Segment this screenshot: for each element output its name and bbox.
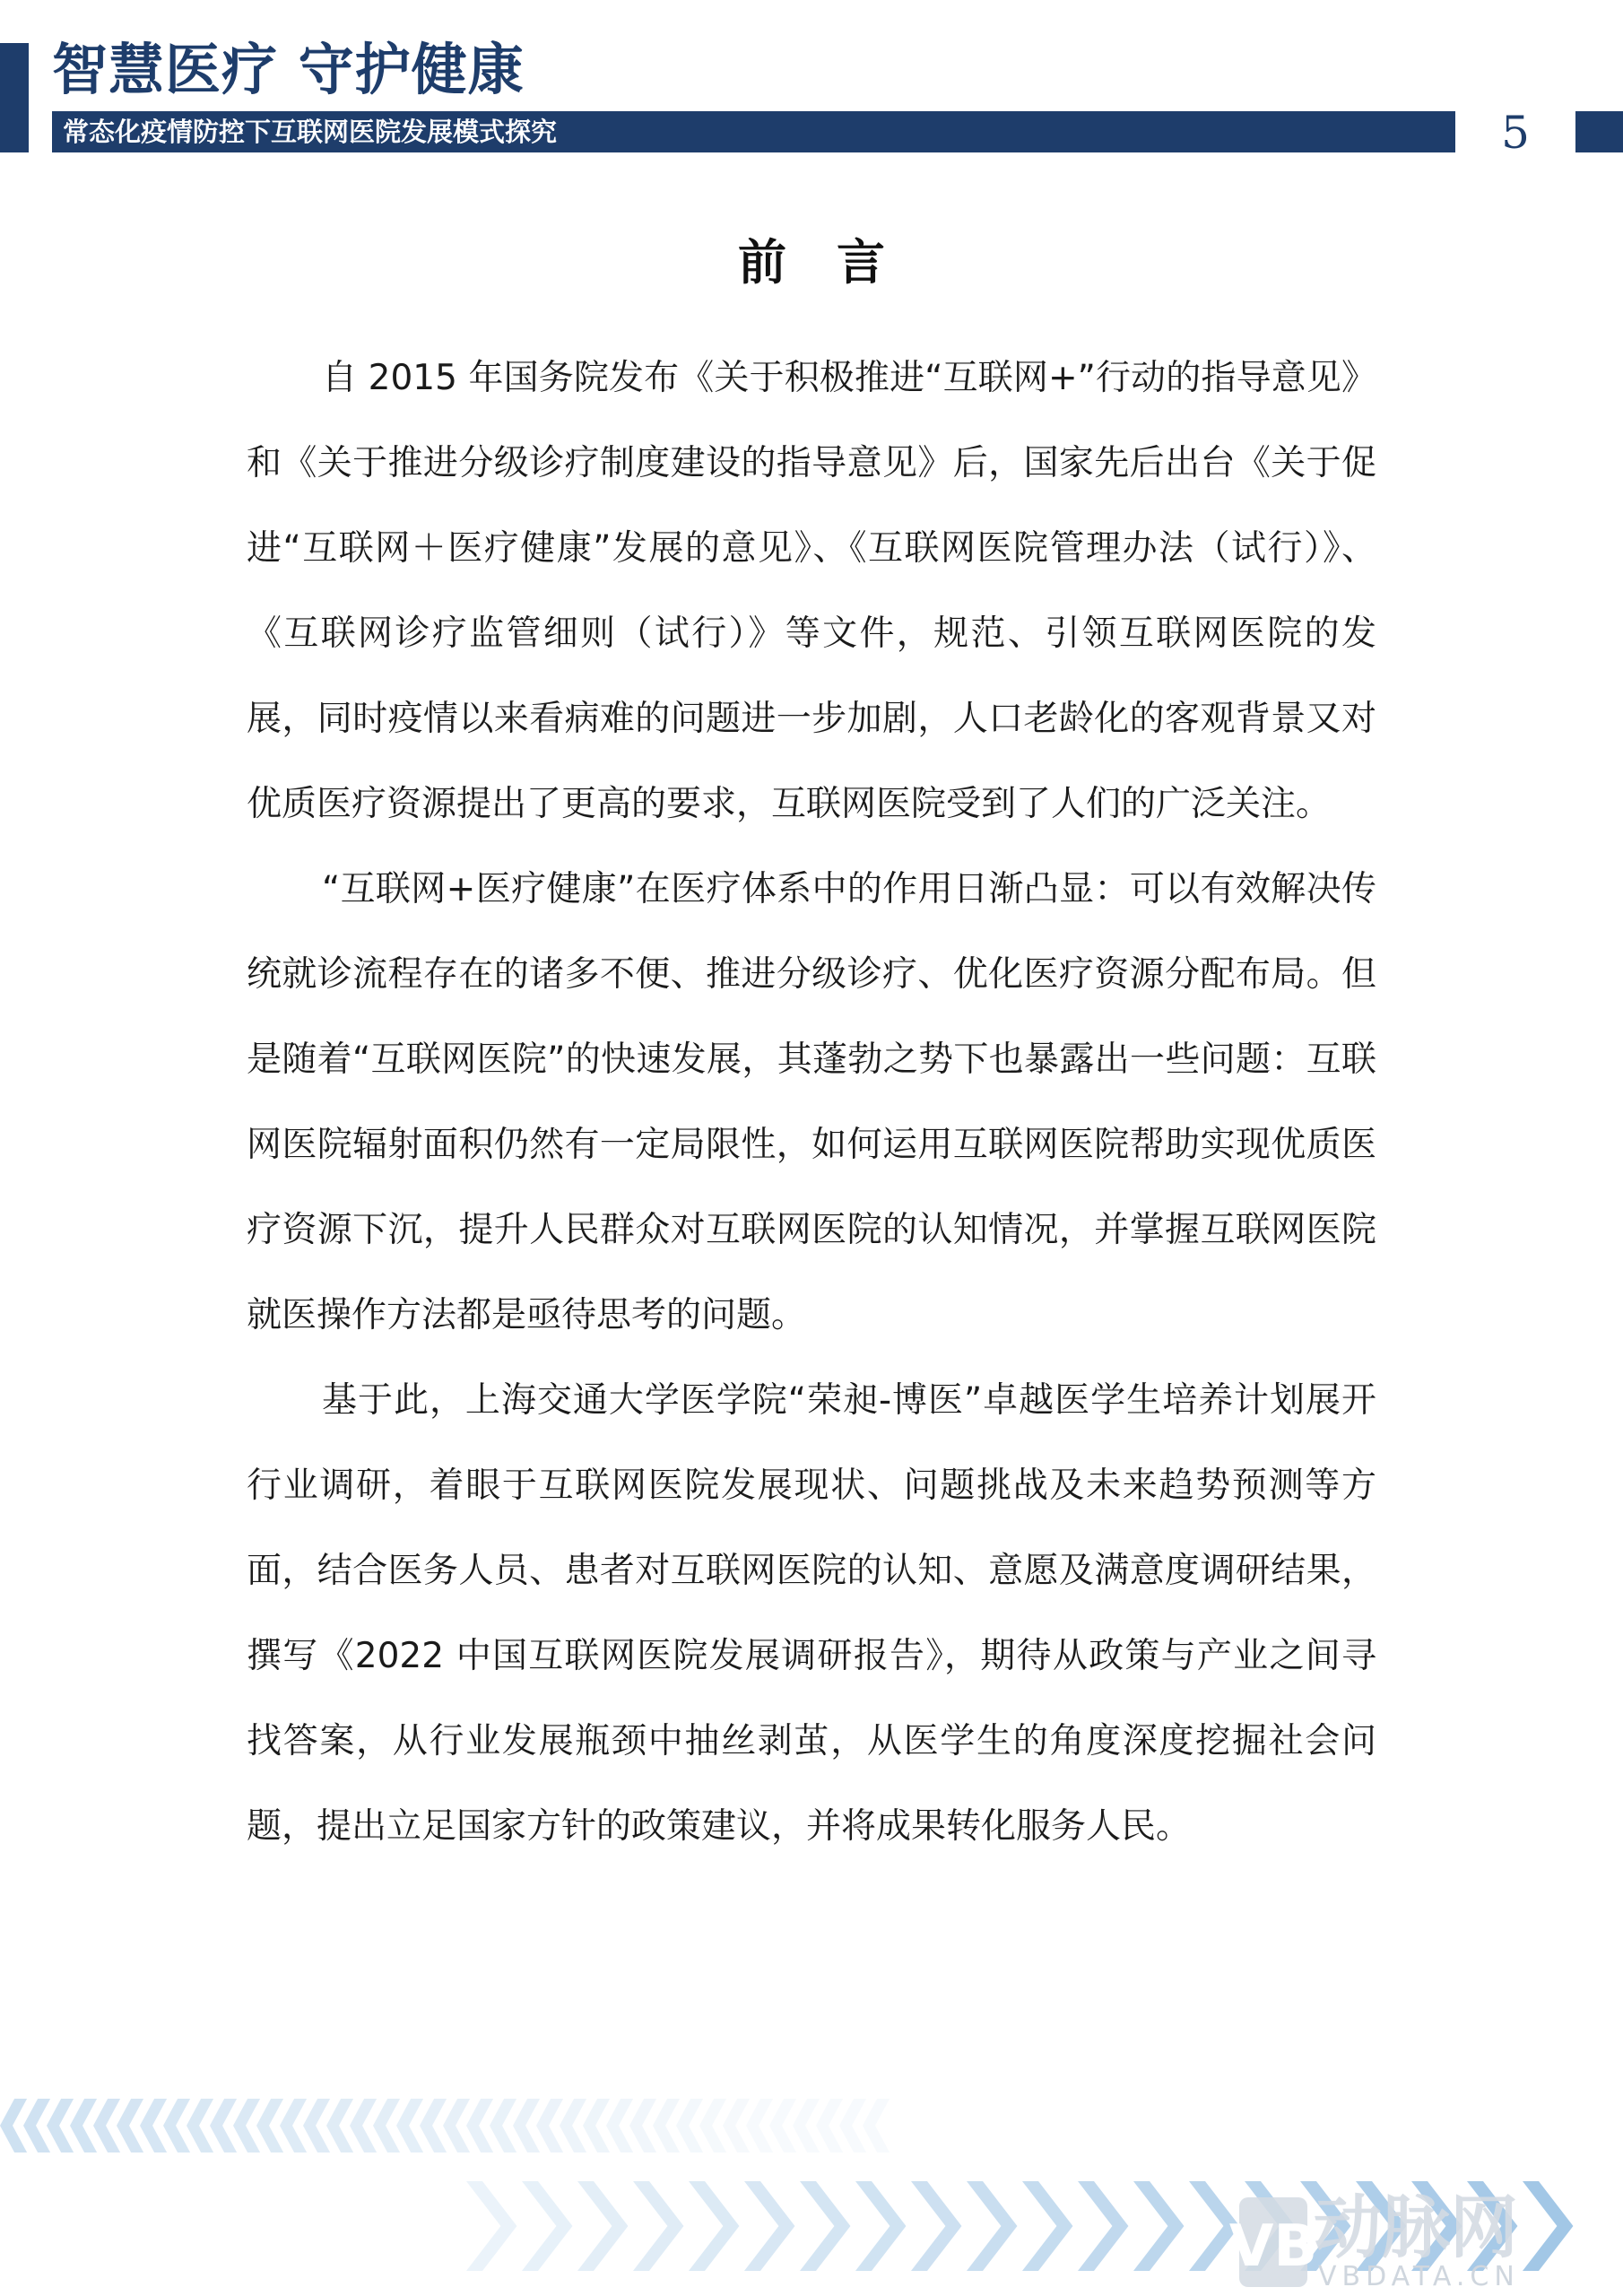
chevron-shape	[70, 2099, 97, 2152]
chevron-shape	[420, 2099, 447, 2152]
paragraph-1: 自 2015 年国务院发布《关于积极推进“互联网+”行动的指导意见》和《关于推进分级诊疗制度建设的指导意见》后，国家先后出台《关于促进“互联网＋医疗健康”发展的意见》、《互联网医院管理办法（试行）》、《互联网诊疗监管细则（试行）》等文件，规范、引领互联网医院的发展，同时疫情以来看病难的问题进一步加剧，人口老龄化的客观背景又对优质医疗资源提出了更高的要求，互联网医院受到了人们的广泛关注。	[247, 358, 1376, 824]
header-subtitle: 常态化疫情防控下互联网医院发展模式探究	[63, 117, 558, 147]
chevron-shape	[187, 2099, 213, 2152]
chevron-shape	[723, 2099, 750, 2152]
chevron-shape	[629, 2099, 656, 2152]
watermark-logo-text: 动脉网	[1314, 2187, 1518, 2267]
chevron-shape	[855, 2181, 906, 2271]
watermark-logo	[1229, 2187, 1520, 2292]
chevron-shape	[536, 2099, 563, 2152]
chevron-shape	[1523, 2181, 1573, 2271]
chevron-shape	[560, 2099, 586, 2152]
chevron-shape	[117, 2099, 143, 2152]
chevron-shape	[23, 2099, 50, 2152]
chevron-shape	[522, 2181, 572, 2271]
chevron-shape	[233, 2099, 260, 2152]
chevron-shape	[140, 2099, 167, 2152]
header-title: 智慧医疗 守护健康	[52, 37, 525, 102]
chevron-shape	[746, 2099, 773, 2152]
chevron-shape	[653, 2099, 680, 2152]
chevron-shape	[490, 2099, 516, 2152]
chevron-row-top	[0, 2099, 890, 2152]
chevron-shape	[863, 2099, 890, 2152]
chevron-shape	[676, 2099, 703, 2152]
chevron-shape	[513, 2099, 540, 2152]
chevron-shape	[769, 2099, 796, 2152]
chevron-shape	[583, 2099, 610, 2152]
chevron-shape	[47, 2099, 74, 2152]
chevron-shape	[577, 2181, 628, 2271]
chevron-shape	[256, 2099, 283, 2152]
chevron-shape	[350, 2099, 377, 2152]
chevron-shape	[911, 2181, 961, 2271]
header-left-accent-bar	[0, 43, 29, 152]
chevron-shape	[699, 2099, 726, 2152]
chevron-shape	[606, 2099, 633, 2152]
chevron-shape	[210, 2099, 237, 2152]
svg-text:VB: VB	[1228, 2213, 1318, 2280]
chevron-shape	[373, 2099, 400, 2152]
document-body	[247, 335, 1376, 1869]
page-number: 5	[1501, 107, 1530, 159]
chevron-shape	[633, 2181, 683, 2271]
chevron-shape	[163, 2099, 190, 2152]
chevron-shape	[466, 2181, 516, 2271]
chevron-shape	[466, 2099, 493, 2152]
chevron-shape	[744, 2181, 794, 2271]
paragraph-2: “互联网+医疗健康”在医疗体系中的作用日渐凸显：可以有效解决传统就诊流程存在的诸多不便、推进分级诊疗、优化医疗资源分配布局。但是随着“互联网医院”的快速发展，其蓬勃之势下也暴露出一些问题：互联网医院辐射面积仍然有一定局限性，如何运用互联网医院帮助实现优质医疗资源下沉，提升人民群众对互联网医院的认知情况，并掌握互联网医院就医操作方法都是亟待思考的问题。	[247, 869, 1376, 1335]
footer-decoration	[0, 2063, 1623, 2296]
chevron-shape	[1022, 2181, 1072, 2271]
header-right-accent-bar	[1575, 111, 1623, 152]
chevron-shape	[303, 2099, 330, 2152]
chevron-shape	[839, 2099, 866, 2152]
chevron-shape	[816, 2099, 843, 2152]
paragraph-3: 基于此，上海交通大学医学院“荣昶-博医”卓越医学生培养计划展开行业调研，着眼于互联网医院发展现状、问题挑战及未来趋势预测等方面，结合医务人员、患者对互联网医院的认知、意愿及满意度调研结果，撰写《2022 中国互联网医院发展调研报告》，期待从政策与产业之间寻找答案，从行业发展瓶颈中抽丝剥茧，从医学生的角度深度挖掘社会问题，提出立足国家方针的政策建议，并将成果转化服务人民。	[247, 1380, 1376, 1847]
chevron-shape	[800, 2181, 850, 2271]
chevron-shape	[793, 2099, 820, 2152]
watermark-url-text: VBDATA.CN	[1318, 2261, 1520, 2292]
chevron-shape	[443, 2099, 470, 2152]
header-subtitle-band	[52, 111, 1455, 152]
chevron-shape	[1133, 2181, 1184, 2271]
document-heading: 前言	[738, 234, 935, 291]
chevron-shape	[396, 2099, 423, 2152]
chevron-shape	[0, 2099, 27, 2152]
chevron-shape	[1078, 2181, 1128, 2271]
chevron-shape	[93, 2099, 120, 2152]
chevron-shape	[280, 2099, 307, 2152]
chevron-shape	[326, 2099, 353, 2152]
chevron-shape	[689, 2181, 739, 2271]
chevron-shape	[967, 2181, 1017, 2271]
